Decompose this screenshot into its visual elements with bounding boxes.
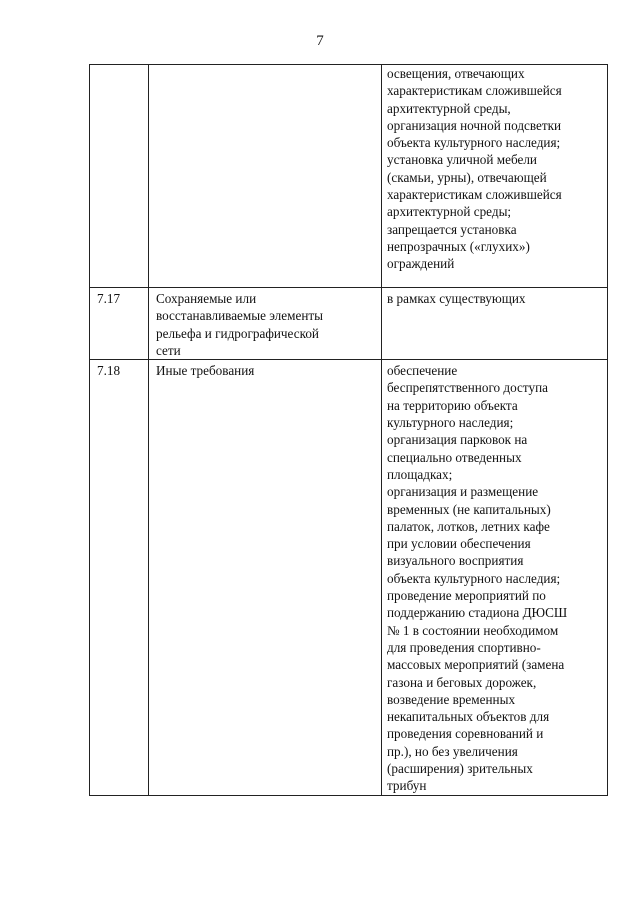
row-number: 7.18: [97, 363, 121, 379]
cell-value: [382, 360, 608, 795]
row-value: обеспечение беспрепятственного доступа на территорию объекта культурного наследия; организация парковок на специально отведенных площадках; организация и размещение временных (не капитальных) палаток, лотков, летних кафе при условии обеспечения визуального восприятия объекта культурного наследия; проведение мероприятий по поддержанию стадиона ДЮСШ № 1 в состоянии необходимом для проведения спортивно- массовых мероприятий (замена газона и беговых дорожек, возведение временных некапитальных объектов для проведения соревнований и пр.), но без увеличения (расширения) зрительных трибун: [387, 363, 568, 794]
regulations-table: [89, 64, 608, 796]
table-row-7-17: [90, 288, 608, 360]
cell-value: [382, 288, 608, 360]
table-row-7-18: [90, 360, 608, 795]
cell-value: [382, 65, 608, 288]
cell-name: [149, 65, 382, 288]
cell-name: [149, 360, 382, 795]
cell-number: [90, 360, 149, 795]
row-name: Иные требования: [156, 363, 255, 379]
page-number: 7: [316, 33, 324, 49]
row-value: в рамках существующих: [387, 291, 526, 306]
cell-number: [90, 288, 149, 360]
cell-name: [149, 288, 382, 360]
cell-number: [90, 65, 149, 288]
table-row-continuation: [90, 65, 608, 288]
row-value: освещения, отвечающих характеристикам сложившейся архитектурной среды, организация ночной подсветки объекта культурного наследия; установка уличной мебели (скамьи, урны), отвечающей характеристикам сложившейся архитектурной среды; запрещается установка непрозрачных («глухих») ограждений: [387, 66, 562, 272]
row-number: 7.17: [97, 291, 121, 306]
row-name: Сохраняемые или восстанавливаемые элементы рельефа и гидрографической сети: [156, 291, 323, 358]
